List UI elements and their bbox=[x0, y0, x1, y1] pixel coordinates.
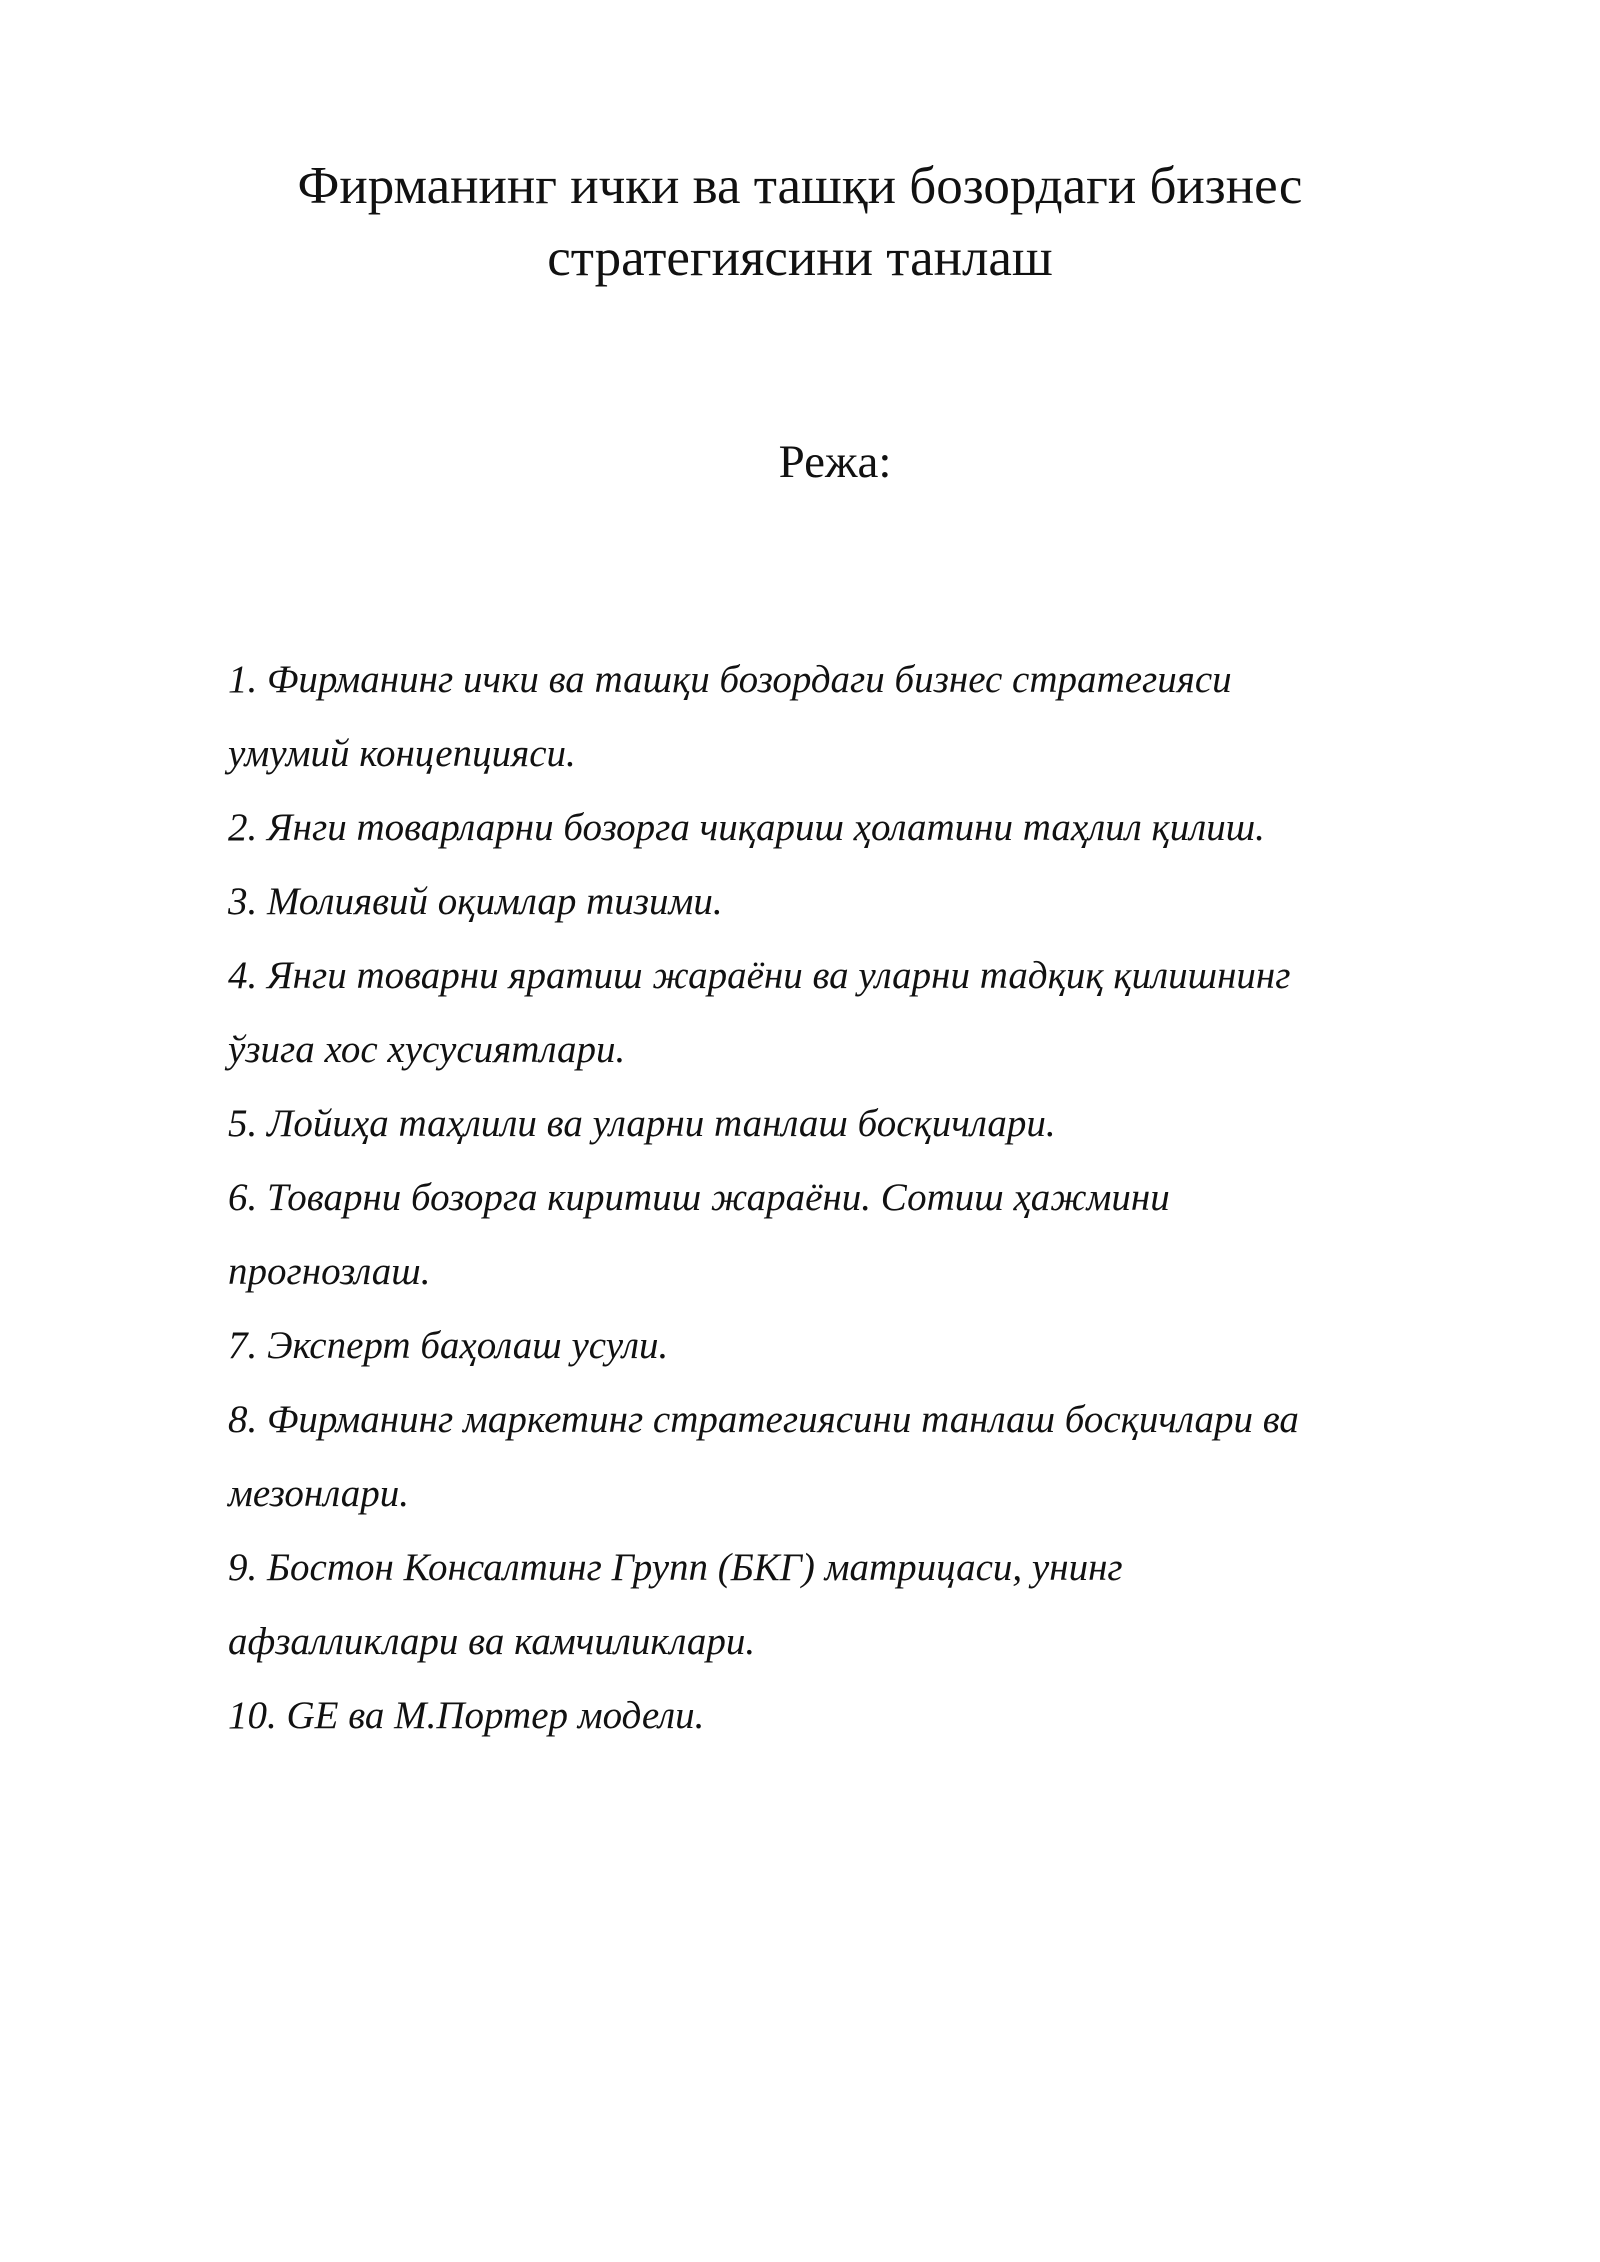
plan-line: прогнозлаш. bbox=[228, 1250, 431, 1293]
document-title bbox=[0, 150, 1600, 294]
plan-line: 3. Молиявий оқимлар тизими. bbox=[228, 880, 723, 923]
plan-line: 6. Товарни бозорга киритиш жараёни. Сотиш ҳажмини bbox=[228, 1176, 1170, 1219]
plan-list bbox=[228, 643, 1478, 1753]
title-line: Фирманинг ички ва ташқи бозордаги бизнес bbox=[297, 157, 1303, 215]
plan-line: афзалликлари ва камчиликлари. bbox=[228, 1620, 756, 1663]
plan-line: 5. Лойиҳа таҳлили ва уларни танлаш босқичлари. bbox=[228, 1102, 1056, 1145]
plan-line: 2. Янги товарларни бозорга чиқариш ҳолатини таҳлил қилиш. bbox=[228, 806, 1265, 849]
plan-heading: Режа: bbox=[778, 436, 892, 488]
title-line: стратегиясини танлаш bbox=[547, 229, 1053, 287]
plan-line: 9. Бостон Консалтинг Групп (БКГ) матрицаси, унинг bbox=[228, 1546, 1123, 1589]
plan-line: мезонлари. bbox=[228, 1472, 409, 1515]
plan-line: умумий концепцияси. bbox=[228, 732, 576, 775]
plan-line: ўзига хос хусусиятлари. bbox=[228, 1028, 626, 1071]
plan-line: 8. Фирманинг маркетинг стратегиясини танлаш босқичлари ва bbox=[228, 1398, 1299, 1441]
plan-line: 4. Янги товарни яратиш жараёни ва уларни тадқиқ қилишнинг bbox=[228, 954, 1291, 997]
plan-line: 7. Эксперт баҳолаш усули. bbox=[228, 1324, 669, 1367]
plan-line: 1. Фирманинг ички ва ташқи бозордаги бизнес стратегияси bbox=[228, 658, 1232, 701]
plan-line: 10. GE ва М.Портер модели. bbox=[228, 1694, 705, 1737]
